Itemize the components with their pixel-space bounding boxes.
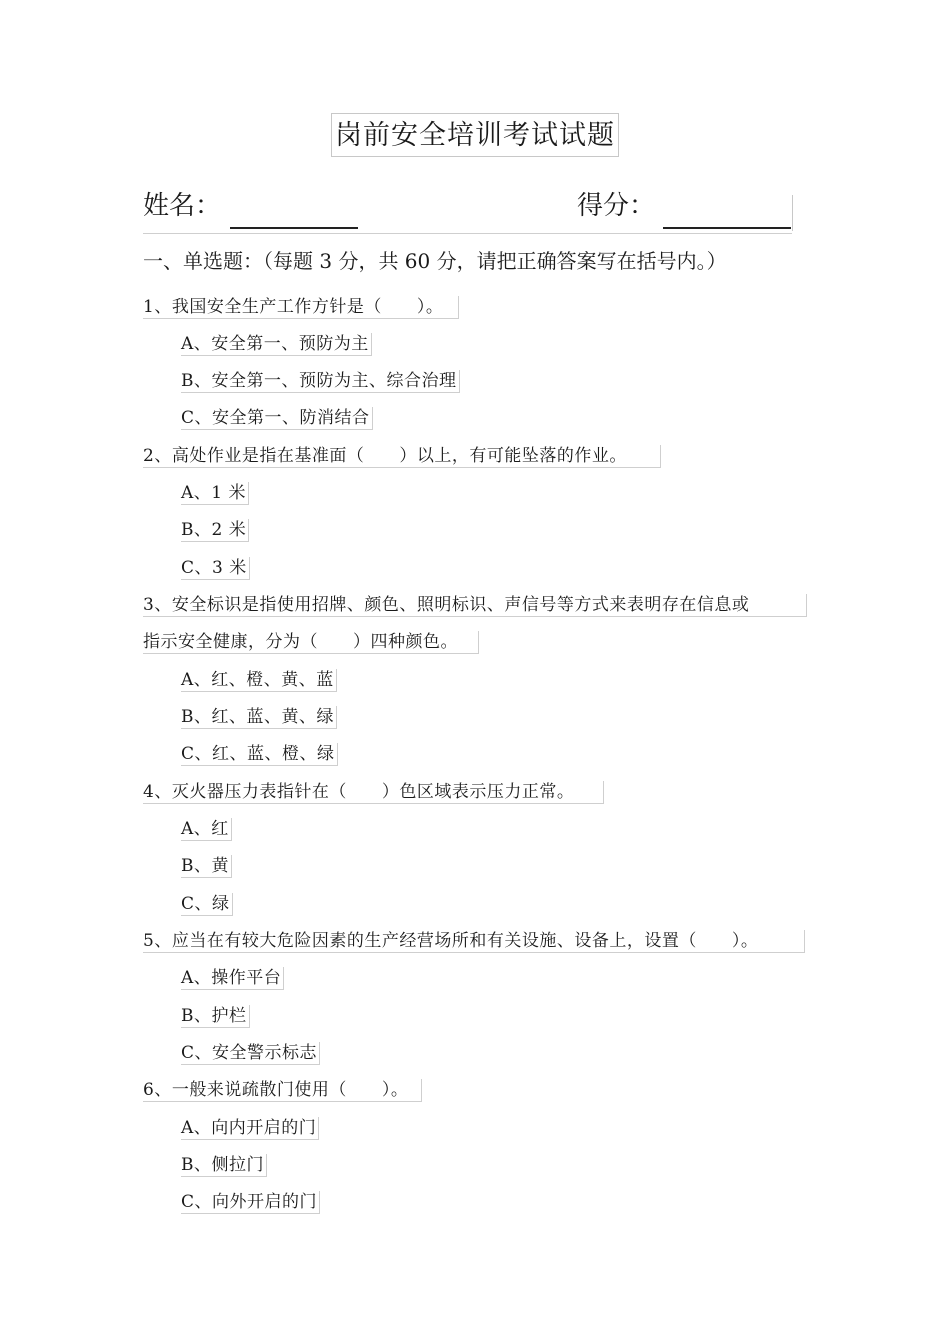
question-4: 4、灭火器压力表指针在（ ）色区域表示压力正常。 [143, 781, 604, 804]
question-3: 3、安全标识是指使用招牌、颜色、照明标识、声信号等方式来表明存在信息或 [143, 594, 807, 617]
q1-option-a: A、安全第一、预防为主 [181, 333, 372, 356]
question-5: 5、应当在有较大危险因素的生产经营场所和有关设施、设备上，设置（ ）。 [143, 930, 805, 953]
q3-option-a: A、红、橙、黄、蓝 [181, 669, 337, 692]
q6-option-b: B、侧拉门 [181, 1154, 267, 1177]
q2-option-b: B、2 米 [181, 519, 249, 542]
divider [792, 195, 793, 231]
q4-option-b: B、黄 [181, 855, 232, 878]
q2-option-a: A、1 米 [181, 482, 249, 505]
question-3-continued: 指示安全健康，分为（ ）四种颜色。 [143, 631, 479, 654]
q5-option-a: A、操作平台 [181, 967, 284, 990]
q4-option-a: A、红 [181, 818, 232, 841]
q5-option-c: C、安全警示标志 [181, 1042, 320, 1065]
score-label: 得分： [577, 191, 656, 221]
q2-option-c: C、3 米 [181, 557, 250, 580]
section-heading: 一、单选题：（每题 3 分，共 60 分，请把正确答案写在括号内。） [143, 249, 727, 273]
score-blank-line[interactable] [663, 227, 791, 229]
q4-option-c: C、绿 [181, 893, 233, 916]
question-2: 2、高处作业是指在基准面（ ）以上，有可能坠落的作业。 [143, 445, 661, 468]
question-1: 1、我国安全生产工作方针是（ ）。 [143, 296, 459, 319]
q6-option-a: A、向内开启的门 [181, 1117, 319, 1140]
q1-option-c: C、安全第一、防消结合 [181, 407, 373, 430]
name-label: 姓名： [143, 191, 222, 221]
q6-option-c: C、向外开启的门 [181, 1191, 320, 1214]
exam-title: 岗前安全培训考试试题 [331, 113, 619, 157]
q3-option-c: C、红、蓝、橙、绿 [181, 743, 338, 766]
question-6: 6、一般来说疏散门使用（ ）。 [143, 1079, 422, 1102]
q1-option-b: B、安全第一、预防为主、综合治理 [181, 370, 460, 393]
q3-option-b: B、红、蓝、黄、绿 [181, 706, 337, 729]
name-blank-line[interactable] [230, 227, 358, 229]
header-rule [143, 233, 792, 234]
q5-option-b: B、护栏 [181, 1005, 250, 1028]
